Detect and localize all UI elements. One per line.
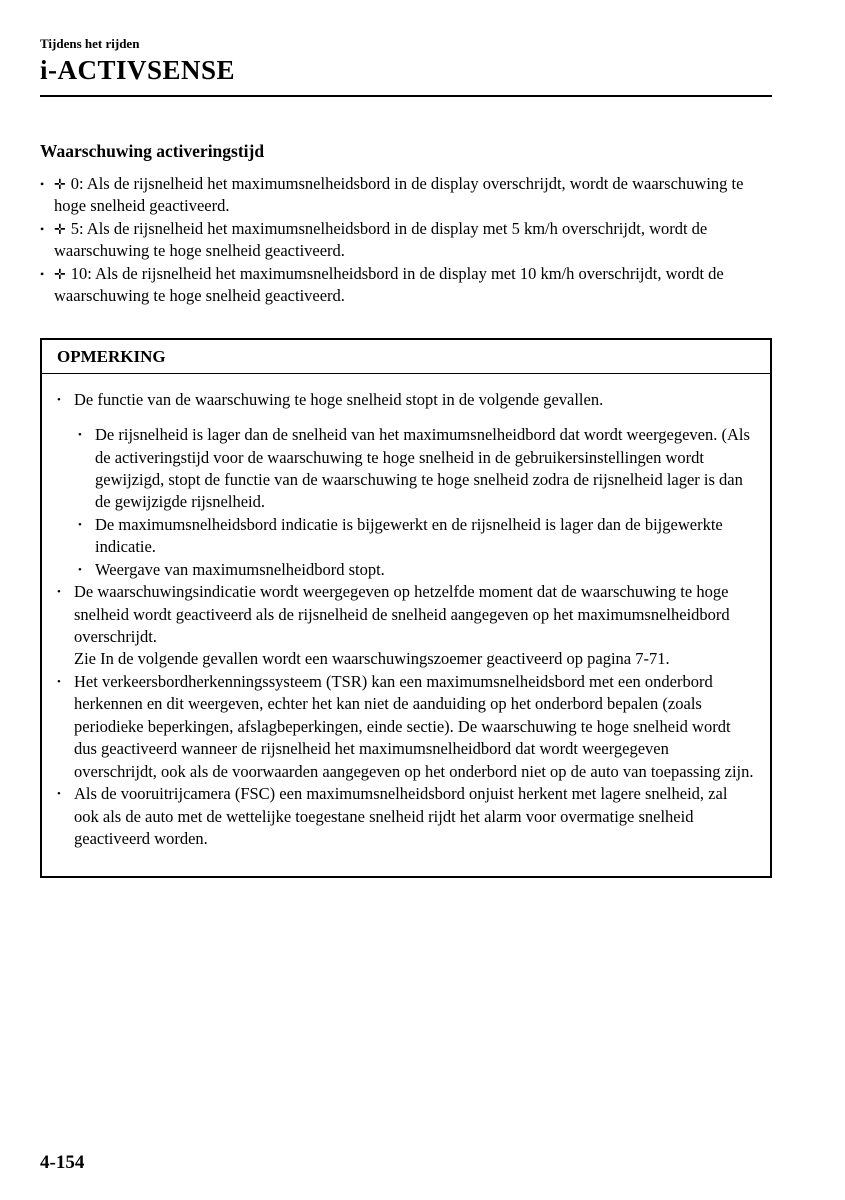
page-header: [40, 36, 772, 97]
list-item-content: [54, 218, 772, 263]
note-item-text: De maximumsnelheidsbord indicatie is bijgewerkt en de rijsnelheid is lager dan de bijgewerkte indicatie.: [95, 514, 723, 557]
list-item: [40, 218, 772, 263]
note-item: [57, 581, 754, 671]
list-item: [40, 263, 772, 308]
bullet-icon: •: [57, 675, 61, 688]
bullet-icon: •: [57, 788, 61, 801]
bullet-icon: •: [40, 221, 45, 236]
bullet-icon: •: [78, 563, 82, 576]
breadcrumb: Tijdens het rijden: [40, 36, 140, 51]
activation-time-list: [40, 173, 772, 308]
note-subitem: [57, 424, 754, 514]
note-item-text: Weergave van maximumsnelheidbord stopt.: [95, 559, 385, 579]
list-item-content: [54, 263, 772, 308]
note-item: [57, 671, 754, 783]
list-item-text: 5: Als de rijsnelheid het maximumsnelheidsbord in de display met 5 km/h overschrijdt, wordt de waarschuwing te hoge snelheid geactiveerd.: [54, 218, 708, 261]
bullet-icon: •: [40, 266, 45, 281]
list-item-text: 0: Als de rijsnelheid het maximumsnelheidsbord in de display overschrijdt, wordt de waarschuwing te hoge snelheid geactiveerd.: [54, 174, 744, 216]
note-subitem: [57, 559, 754, 581]
note-item-text: Het verkeersbordherkenningssysteem (TSR) kan een maximumsnelheidsbord met een onderbord herkennen en dit weergeven, echter het kan niet de aanduiding op het onderbord bepalen (zoals periodieke beperkingen, afslagbeperkingen, einde sectie). De waarschuwing te hoge snelheid wordt dus geactiveerd wanneer de rijsnelheid het maximumsnelheidbord dat wordt weergegeven overschrijdt, ook als de voorwaarden aangegeven op het onderbord niet op de auto van toepassing zijn.: [74, 671, 754, 781]
note-item: [57, 389, 754, 411]
section-heading: Waarschuwing activeringstijd: [40, 141, 265, 161]
bullet-icon: •: [57, 586, 61, 599]
bullet-icon: •: [78, 518, 82, 531]
bullet-icon: •: [57, 393, 61, 406]
list-item-text: 10: Als de rijsnelheid het maximumsnelheidsbord in de display met 10 km/h overschrijdt, wordt de waarschuwing te hoge snelheid geactiveerd.: [54, 263, 724, 306]
note-box: [40, 338, 772, 879]
list-item: [40, 173, 772, 218]
note-body: [42, 374, 770, 877]
plus-icon: ✛: [54, 221, 66, 238]
note-item: [57, 783, 754, 850]
page-title: i-ACTIVSENSE: [40, 55, 236, 85]
list-item-content: [54, 173, 772, 218]
page-number: 4-154: [40, 1152, 85, 1173]
note-heading: OPMERKING: [42, 340, 770, 374]
bullet-icon: •: [78, 429, 82, 442]
note-item-text: De waarschuwingsindicatie wordt weergegeven op hetzelfde moment dat de waarschuwing te hoge snelheid wordt geactiveerd als de rijsnelheid de snelheid aangegeven op het maximumsnelheidbord overschrijdt.: [74, 582, 730, 646]
note-item-text: De rijsnelheid is lager dan de snelheid van het maximumsnelheidbord dat wordt weergegeven. (Als de activeringstijd voor de waarschuwing te hoge snelheid in de gebruikersinstellingen wordt gewijzigd, stopt de functie van de waarschuwing te hoge snelheid zodra de rijsnelheid lager is dan de gewijzigde rijsnelheid.: [95, 425, 750, 512]
note-item-reference: Zie In de volgende gevallen wordt een waarschuwingszoemer geactiveerd op pagina 7-71.: [74, 649, 670, 669]
plus-icon: ✛: [54, 266, 66, 283]
bullet-icon: •: [40, 177, 45, 191]
title-divider: [40, 95, 772, 97]
note-subitem: [57, 514, 754, 559]
note-item-text: De functie van de waarschuwing te hoge snelheid stopt in de volgende gevallen.: [74, 389, 604, 409]
note-item-text: Als de vooruitrijcamera (FSC) een maximumsnelheidsbord onjuist herkent met lagere snelheid, zal ook als de auto met de wettelijke toegestane snelheid rijdt het alarm voor overmatige snelheid geactiveerd worden.: [74, 784, 728, 848]
plus-icon: ✛: [54, 177, 66, 193]
note-item-content: [74, 581, 754, 671]
